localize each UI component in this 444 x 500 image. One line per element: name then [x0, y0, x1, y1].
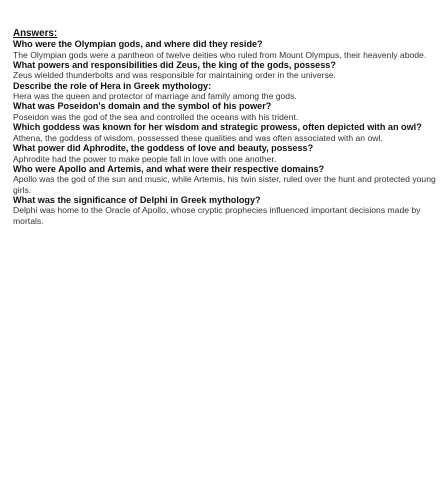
answer-text: Aphrodite had the power to make people fall in love with one another.: [13, 153, 277, 164]
question-text: Who were Apollo and Artemis, and what were their respective domains?: [13, 163, 325, 174]
answer-text: Poseidon was the god of the sea and controlled the oceans with his trident.: [13, 111, 299, 122]
answer-sheet: [13, 28, 437, 226]
question-text: What powers and responsibilities did Zeus, the king of the gods, possess?: [13, 59, 336, 70]
qa-item-athena: [13, 122, 437, 143]
qa-item-aphrodite: [13, 143, 437, 164]
question-text: What was the significance of Delphi in Greek mythology?: [13, 194, 261, 205]
question-text: What was Poseidon's domain and the symbol of his power?: [13, 101, 272, 112]
answers-heading: Answers:: [13, 28, 58, 39]
answer-text: Zeus wielded thunderbolts and was responsible for maintaining order in the universe.: [13, 70, 336, 81]
qa-item-hera: [13, 81, 437, 102]
question-text: What power did Aphrodite, the goddess of love and beauty, possess?: [13, 142, 314, 153]
answer-text: The Olympian gods were a pantheon of twelve deities who ruled from Mount Olympus, their heavenly abode.: [13, 49, 427, 60]
question-text: Who were the Olympian gods, and where did they reside?: [13, 39, 263, 49]
answer-text: Hera was the queen and protector of marriage and family among the gods.: [13, 91, 297, 102]
qa-item-apollo-artemis: [13, 164, 437, 195]
qa-item-poseidon: [13, 101, 437, 122]
qa-item-delphi: [13, 195, 437, 226]
qa-item-olympian-gods: [13, 39, 437, 60]
answer-text: Delphi was home to the Oracle of Apollo, whose cryptic prophecies influenced important decisions made by mortals.: [13, 205, 421, 226]
question-text: Describe the role of Hera in Greek mythology:: [13, 80, 212, 91]
answer-text: Athena, the goddess of wisdom, possessed these qualities and was often associated with an owl.: [13, 132, 383, 143]
answer-text: Apollo was the god of the sun and music, while Artemis, his twin sister, ruled over the hunt and protected young girls.: [13, 174, 436, 195]
question-text: Which goddess was known for her wisdom and strategic prowess, often depicted with an owl?: [13, 122, 422, 133]
qa-item-zeus: [13, 60, 437, 81]
